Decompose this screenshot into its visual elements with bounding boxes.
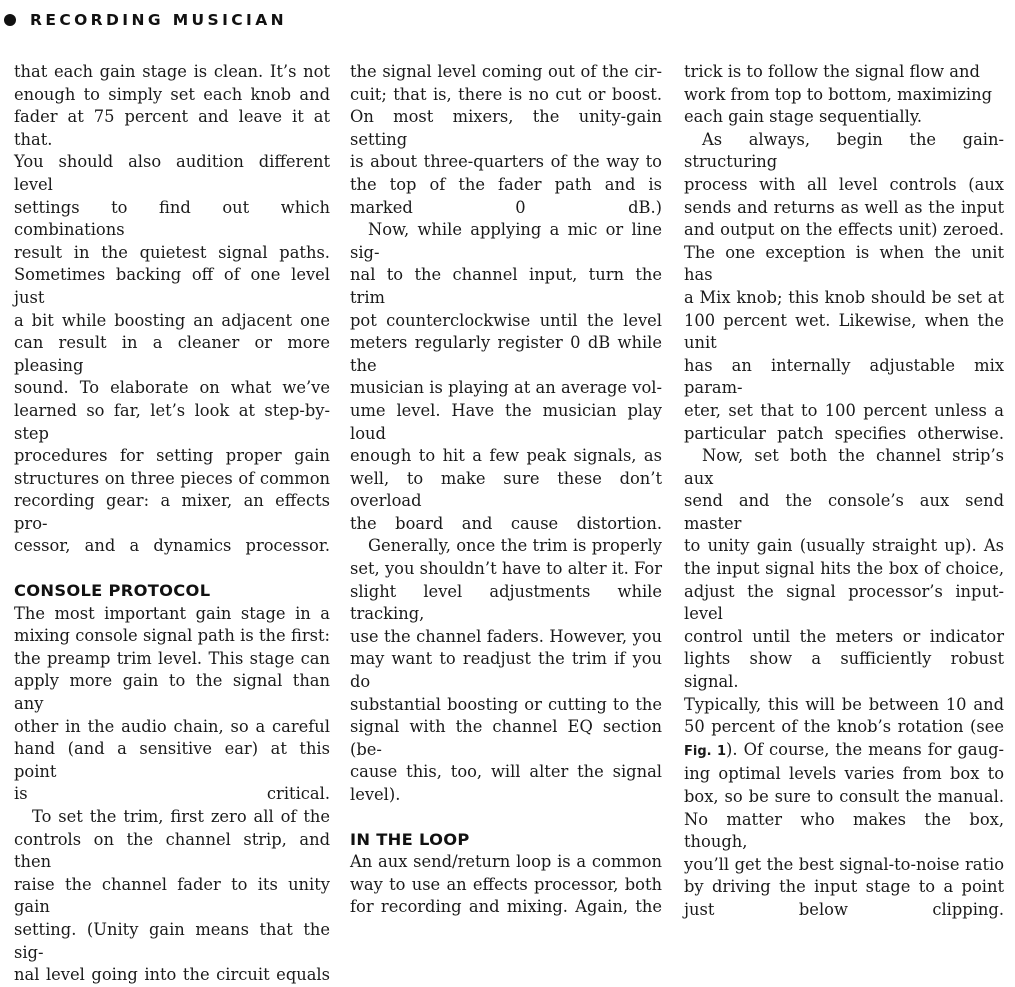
column-3 — [684, 61, 1004, 922]
paragraph: As always, begin the gain-structuring process with all level controls (aux sends and returns as well as the input and output on the effects unit) zeroed. The one exception is when the unit has a Mix knob; this knob should be set at 100 percent wet. Likewise, when the unit has an internally adjustable mix param- eter, set that to 100 percent unless a particular patch specifies otherwise. — [684, 129, 1004, 443]
paragraph: Now, set both the channel strip’s aux send and the console’s aux send master to unity gain (usually straight up). As the input signal hits the box of choice, adjust the signal processor’s input-level control until the meters or indicator lights show a sufficiently robust signal. Typically, this will be between 10 and 50 percent of the knob’s rotation (see Fig. 1). Of course, the means for gaug- ing optimal levels varies from box to box, so be sure to consult the manual. No matter who makes the box, though, you’ll get the best signal-to-noise ratio by driving the input stage to a point just below clipping. — [684, 446, 1004, 919]
paragraph: trick is to follow the signal flow and work from top to bottom, maximizing each gain stage sequentially. — [684, 62, 993, 127]
paragraph: the signal level coming out of the cir- cuit; that is, there is no cut or boost. On most mixers, the unity-gain setting is about three-quarters of the way to the top of the fader path and is marked 0 dB.) — [350, 62, 662, 217]
subheading-in-the-loop: IN THE LOOP — [350, 829, 470, 849]
paragraph: that each gain stage is clean. It’s not enough to simply set each knob and fader at 75 percent and leave it at that. You should also audition different level settings to find out which combinations result in the quietest signal paths. Sometimes backing off of one level just a bit while boosting an adjacent one can result in a cleaner or more pleasing sound. To elaborate on what we’ve learned so far, let’s look at step-by-step procedures for setting proper gain structures on three pieces of common recording gear: a mixer, an effects pro- cessor, and a dynamics processor. — [14, 62, 330, 556]
header-bullet-icon — [4, 14, 16, 26]
subheading-console-protocol: CONSOLE PROTOCOL — [14, 581, 211, 601]
paragraph: The most important gain stage in a mixing console signal path is the first: the preamp trim level. This stage can apply more gain to the signal than any other in the audio chain, so a careful hand (and a sensitive ear) at this point is critical. — [14, 603, 330, 804]
figure-reference-link[interactable]: Fig. 1 — [684, 743, 727, 759]
column-2 — [350, 61, 662, 919]
paragraph: An aux send/return loop is a common way to use an effects processor, both for recording and mixing. Again, the — [350, 852, 662, 917]
paragraph: Generally, once the trim is properly set, you shouldn’t have to alter it. For slight level adjustments while tracking, use the channel faders. However, you may want to readjust the trim if you do substantial boosting or cutting to the signal with the channel EQ section (be- cause this, too, will alter the signal level). — [350, 536, 662, 804]
section-title: RECORDING MUSICIAN — [30, 11, 287, 29]
paragraph: Now, while applying a mic or line sig- nal to the channel input, turn the trim pot counterclockwise until the level meters regularly register 0 dB while the musician is playing at an average vol- ume level. Have the musician play loud enough to hit a few peak signals, as well, to make sure these don’t overload the board and cause distortion. — [350, 220, 662, 533]
running-header — [4, 8, 287, 32]
column-1 — [14, 61, 330, 987]
paragraph: To set the trim, first zero all of the controls on the channel strip, and then raise the channel fader to its unity gain setting. (Unity gain means that the sig- nal level going into the circuit equals — [14, 807, 330, 985]
